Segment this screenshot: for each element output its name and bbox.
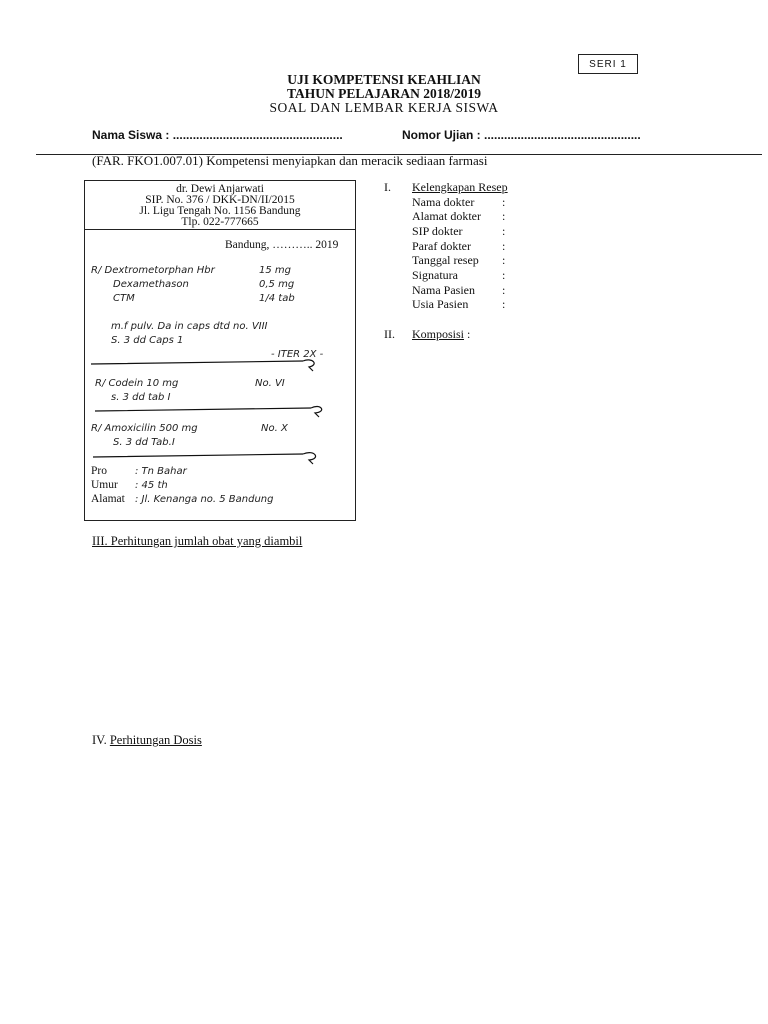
composition-title: Komposisi — [412, 327, 465, 341]
r1-dose-3: 1/4 tab — [259, 293, 295, 304]
doctor-phone: Tlp. 022-777665 — [181, 216, 259, 228]
checklist-item: Tanggal resep — [412, 253, 479, 267]
checklist-item: Signatura — [412, 268, 458, 282]
prescription-header-divider — [85, 229, 355, 230]
patient-label-1: Pro — [91, 465, 107, 477]
doctor-name: dr. Dewi Anjarwati — [176, 183, 264, 195]
checklist-item: SIP dokter — [412, 224, 463, 238]
r1-dose-1: 15 mg — [259, 265, 291, 276]
checklist-colon: : — [502, 195, 506, 209]
doctor-sip: SIP. No. 376 / DKK-DN/II/2015 — [145, 194, 295, 206]
r1-instruction: m.f pulv. Da in caps dtd no. VIII — [111, 321, 268, 332]
patient-value-3: : Jl. Kenanga no. 5 Bandung — [135, 494, 274, 505]
doctor-address: Jl. Ligu Tengah No. 1156 Bandung — [139, 205, 301, 217]
composition-colon: : — [464, 327, 471, 341]
checklist-colon: : — [502, 239, 506, 253]
r2-count: No. VI — [255, 378, 285, 389]
prescription-date: Bandung, ……….. 2019 — [225, 239, 339, 251]
checklist-colon: : — [502, 209, 506, 223]
composition-heading — [412, 327, 470, 342]
section-3-heading: III. Perhitungan jumlah obat yang diambil — [92, 534, 303, 548]
checklist-item: Usia Pasien — [412, 297, 469, 311]
series-box: SERI 1 — [578, 54, 638, 74]
composition-number: II. — [384, 327, 395, 341]
checklist-colon: : — [502, 297, 506, 311]
patient-value-1: : Tn Bahar — [135, 466, 187, 477]
checklist-item: Nama Pasien — [412, 283, 475, 297]
r2-drug: R/ Codein 10 mg — [95, 378, 179, 389]
exam-year: TAHUN PELAJARAN 2018/2019 — [286, 86, 481, 101]
prescription-box — [84, 180, 356, 521]
r1-drug-2: Dexamethason — [113, 279, 189, 290]
student-name-field[interactable]: Nama Siswa : ................................................... — [92, 128, 343, 142]
r1-signa: S. 3 dd Caps 1 — [111, 335, 184, 346]
checklist-colon: : — [502, 253, 506, 267]
competency-line: (FAR. FKO1.007.01) Kompetensi menyiapkan dan meracik sediaan farmasi — [92, 153, 488, 168]
checklist-colon: : — [502, 224, 506, 238]
r3-drug: R/ Amoxicilin 500 mg — [91, 423, 198, 434]
r3-signature-stroke — [93, 447, 321, 465]
checklist-colon: : — [502, 268, 506, 282]
checklist-title: Kelengkapan Resep — [412, 180, 508, 194]
exam-number-field[interactable]: Nomor Ujian : ............................................... — [402, 128, 641, 142]
checklist-number: I. — [384, 180, 391, 194]
r2-signature-stroke — [95, 402, 325, 418]
patient-label-2: Umur — [91, 479, 118, 491]
checklist-item: Nama dokter — [412, 195, 475, 209]
r1-iter: - ITER 2X - — [271, 349, 324, 360]
exam-title: UJI KOMPETENSI KEAHLIAN — [287, 72, 481, 87]
r1-dose-2: 0,5 mg — [259, 279, 295, 290]
section-4-title: Perhitungan Dosis — [109, 733, 202, 747]
r3-count: No. X — [261, 423, 288, 434]
checklist-item: Paraf dokter — [412, 239, 471, 253]
r3-signa: S. 3 dd Tab.I — [113, 437, 175, 448]
section-4-heading — [92, 733, 202, 748]
section-4-number: IV. — [92, 733, 110, 747]
checklist-item: Alamat dokter — [412, 209, 481, 223]
checklist-colon: : — [502, 283, 506, 297]
patient-value-2: : 45 th — [135, 480, 168, 491]
r2-signa: s. 3 dd tab I — [111, 392, 171, 403]
patient-label-3: Alamat — [91, 493, 125, 505]
r1-drug-1: R/ Dextrometorphan Hbr — [91, 265, 215, 276]
r1-drug-3: CTM — [113, 293, 135, 304]
r1-signature-stroke — [91, 357, 317, 373]
exam-subtitle: SOAL DAN LEMBAR KERJA SISWA — [269, 100, 499, 115]
